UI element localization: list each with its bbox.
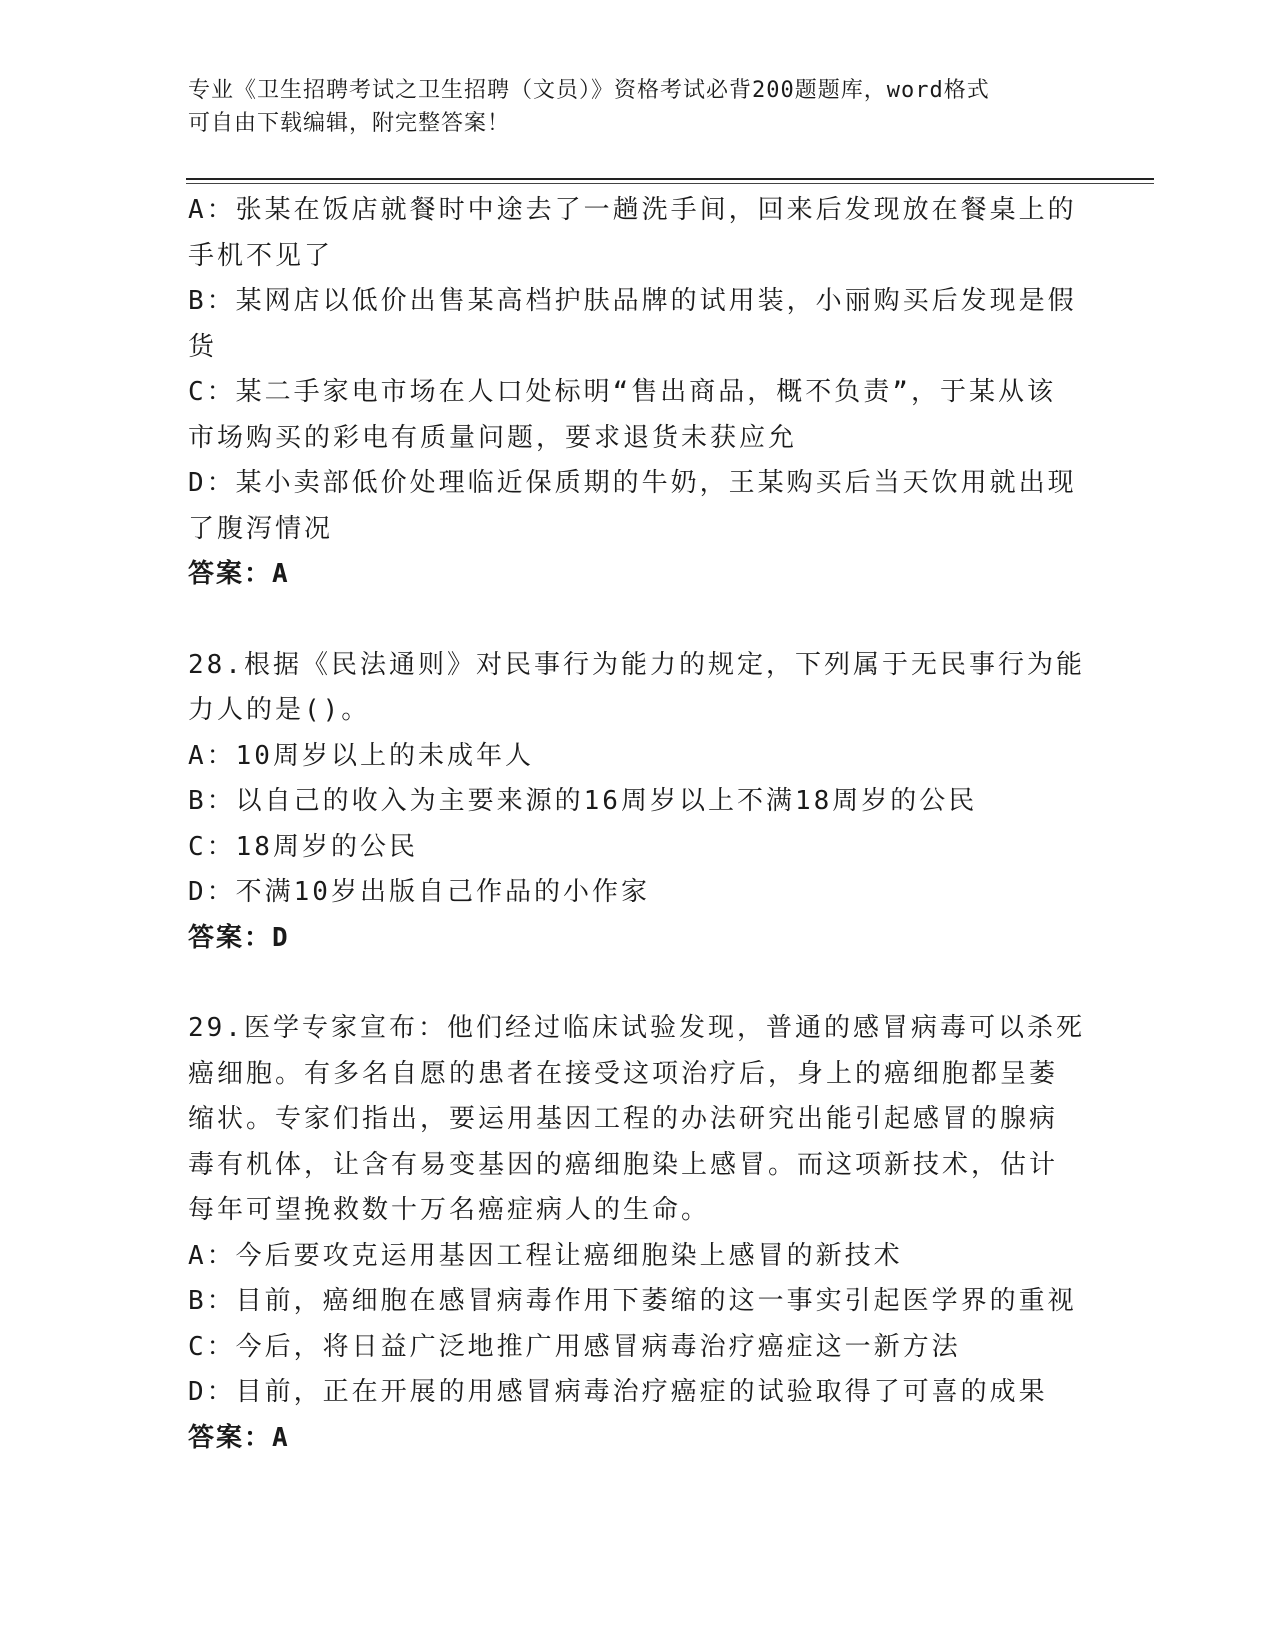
header-line-1: 专业《卫生招聘考试之卫生招聘（文员）》资格考试必背200题题库，word格式 bbox=[188, 78, 990, 103]
option-c bbox=[188, 370, 1088, 461]
question-27 bbox=[188, 188, 1088, 598]
question-content bbox=[188, 188, 1088, 1461]
option-b: B：以自己的收入为主要来源的16周岁以上不满18周岁的公民 bbox=[188, 786, 978, 816]
document-header bbox=[188, 74, 1088, 140]
answer-label: 答案：D bbox=[188, 922, 290, 953]
option-a: A：10周岁以上的未成年人 bbox=[188, 740, 534, 771]
header-divider-thin bbox=[186, 183, 1154, 184]
answer-label: 答案：A bbox=[188, 559, 290, 589]
question-stem: 每年可望挽救数十万名癌症病人的生命。 bbox=[188, 1195, 711, 1225]
header-line-2: 可自由下载编辑，附完整答案！ bbox=[188, 111, 511, 136]
option-line: 市场购买的彩电有质量问题，要求退货未获应允 bbox=[188, 422, 798, 453]
option-a bbox=[188, 188, 1088, 279]
option-line: D：某小卖部低价处理临近保质期的牛奶，王某购买后当天饮用就出现 bbox=[188, 468, 1077, 498]
question-stem: 29.医学专家宣布：他们经过临床试验发现，普通的感冒病毒可以杀死 bbox=[188, 1013, 1085, 1043]
option-line: B：某网店以低价出售某高档护肤品牌的试用装，小丽购买后发现是假 bbox=[188, 286, 1077, 316]
option-c: C：今后，将日益广泛地推广用感冒病毒治疗癌症这一新方法 bbox=[188, 1331, 961, 1362]
question-stem: 力人的是()。 bbox=[188, 695, 371, 725]
option-line: A：张某在饭店就餐时中途去了一趟洗手间，回来后发现放在餐桌上的 bbox=[188, 195, 1077, 225]
option-d: D：目前，正在开展的用感冒病毒治疗癌症的试验取得了可喜的成果 bbox=[188, 1377, 1048, 1407]
option-c: C：18周岁的公民 bbox=[188, 831, 418, 862]
option-line: 货 bbox=[188, 331, 218, 362]
spacer bbox=[188, 961, 1088, 1006]
question-stem: 缩状。专家们指出，要运用基因工程的办法研究出能引起感冒的腺病 bbox=[188, 1104, 1059, 1134]
question-29 bbox=[188, 1006, 1088, 1461]
option-b: B：目前，癌细胞在感冒病毒作用下萎缩的这一事实引起医学界的重视 bbox=[188, 1286, 1077, 1316]
option-d: D：不满10岁出版自己作品的小作家 bbox=[188, 877, 650, 907]
header-divider-thick bbox=[186, 178, 1154, 180]
spacer bbox=[188, 598, 1088, 643]
option-line: C：某二手家电市场在人口处标明“售出商品，概不负责”，于某从该 bbox=[188, 377, 1056, 407]
answer-label: 答案：A bbox=[188, 1422, 290, 1453]
option-line: 手机不见了 bbox=[188, 240, 334, 271]
question-stem: 28.根据《民法通则》对民事行为能力的规定，下列属于无民事行为能 bbox=[188, 649, 1085, 680]
question-28 bbox=[188, 643, 1088, 962]
option-line: 了腹泻情况 bbox=[188, 513, 334, 544]
question-stem: 癌细胞。有多名自愿的患者在接受这项治疗后，身上的癌细胞都呈萎 bbox=[188, 1058, 1059, 1089]
option-b bbox=[188, 279, 1088, 370]
option-d bbox=[188, 461, 1088, 552]
option-a: A：今后要攻克运用基因工程让癌细胞染上感冒的新技术 bbox=[188, 1240, 903, 1271]
question-stem: 毒有机体，让含有易变基因的癌细胞染上感冒。而这项新技术，估计 bbox=[188, 1149, 1059, 1180]
